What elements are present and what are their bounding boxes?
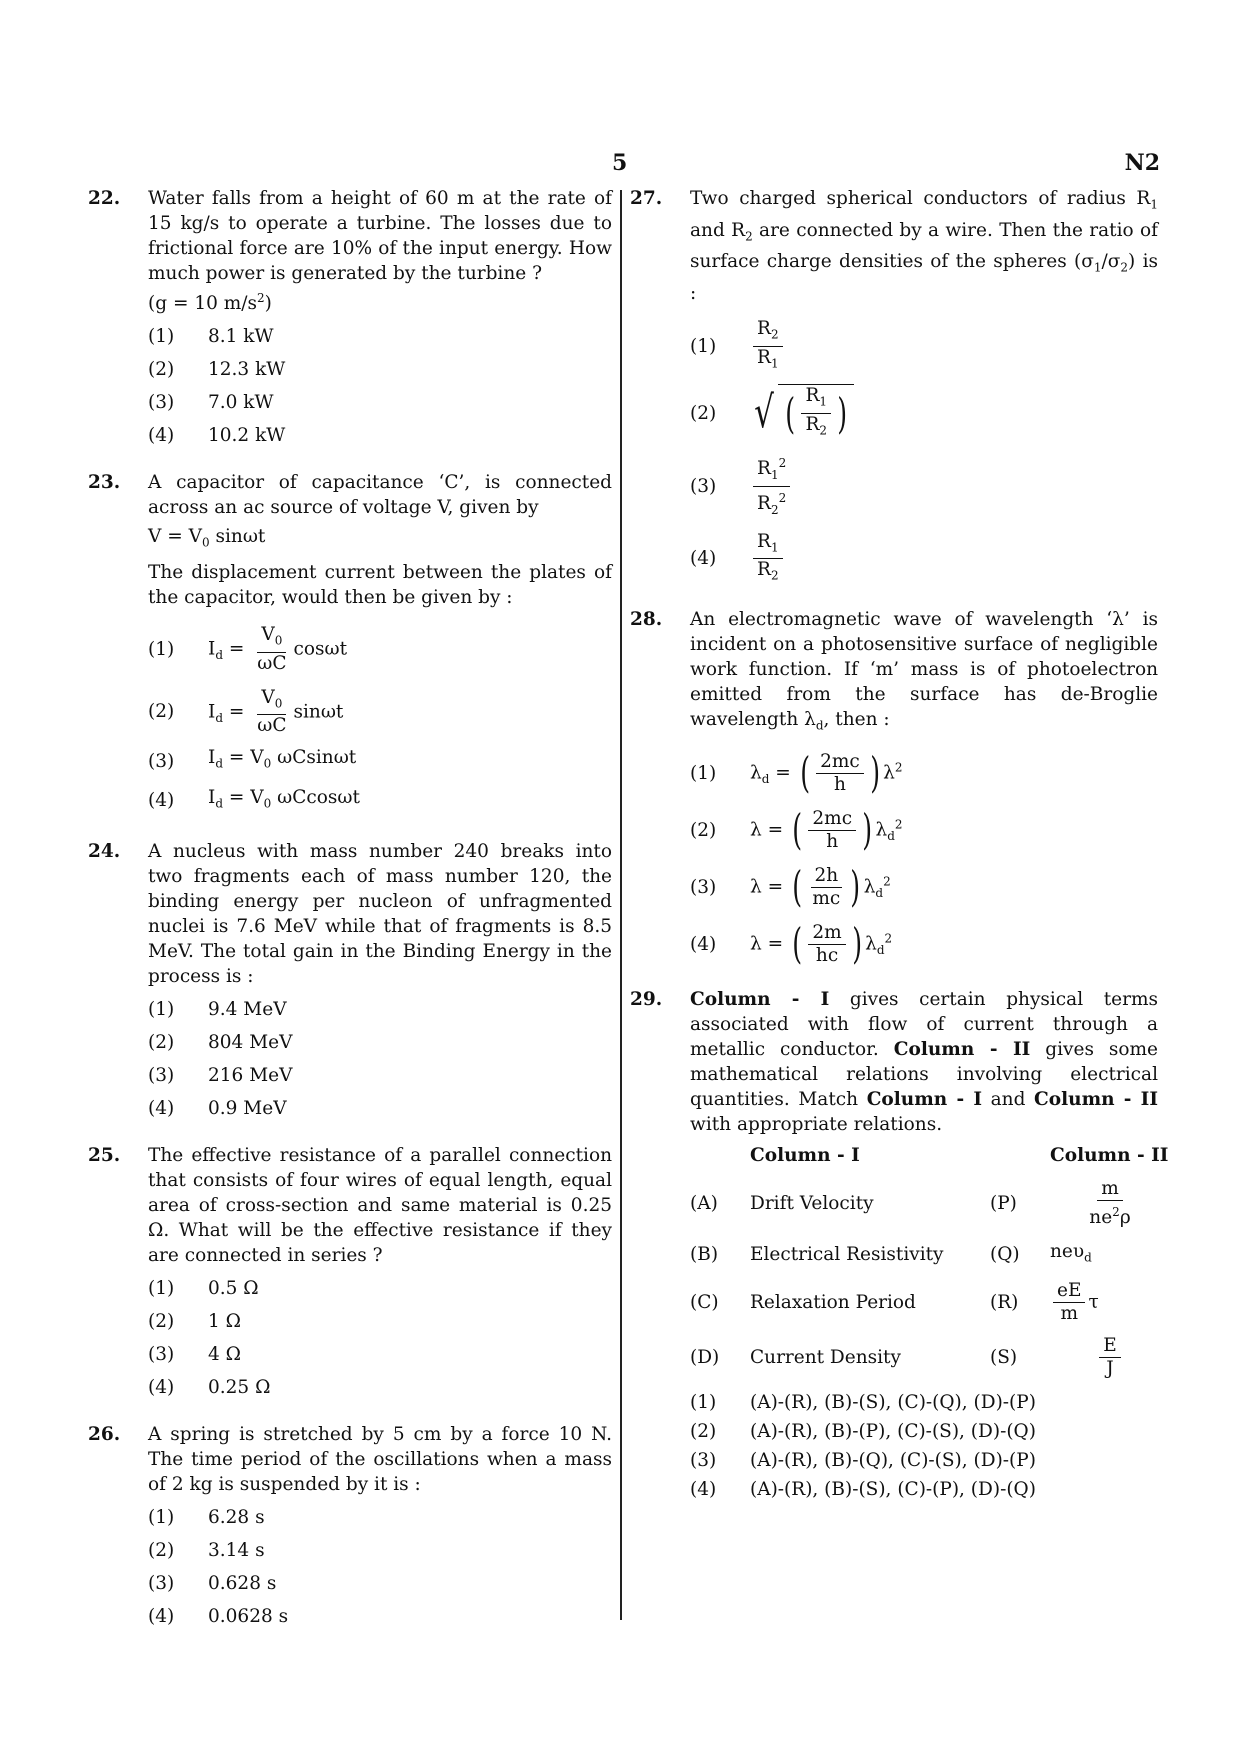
question-text: Column - I gives certain physical terms associated with flow of current through a metallic conductor. Column - II gives some mathematical relations involving electrical quantities. Match Column - I and Column - II with appropriate relations. bbox=[690, 988, 1159, 1135]
question-number: 22. bbox=[88, 188, 121, 209]
term-relaxation: Relaxation Period bbox=[750, 1292, 916, 1314]
option-3[interactable]: (3) 0.628 s bbox=[148, 1572, 277, 1594]
question-25 bbox=[88, 1143, 612, 1400]
option-2[interactable]: (2) $I_d$ = $\frac{V_0}{\omega C}$ sinωt bbox=[148, 686, 344, 737]
option-1[interactable]: (1) 6.28 s bbox=[148, 1506, 265, 1528]
question-number: 27. bbox=[630, 188, 663, 209]
question-number: 23. bbox=[88, 472, 121, 494]
question-text: A capacitor of capacitance ‘C’, is connected across an ac source of voltage V, given by bbox=[148, 472, 612, 519]
paper-code: N2 bbox=[1124, 150, 1160, 176]
option-3[interactable]: (3) λ = ( $\frac{2h}{mc}$ ) $\lambda_d^2$ bbox=[690, 862, 891, 912]
option-2[interactable]: (2) (A)-(R), (B)-(P), (C)-(S), (D)-(Q) bbox=[690, 1421, 1036, 1443]
question-text: Water falls from a height of 60 m at the rate of 15 kg/s to operate a turbine. The losses due to frictional force are 10% of the input energy. How much power is generated by the turbine ? bbox=[148, 188, 612, 284]
question-number: 24. bbox=[88, 840, 121, 862]
match-table: Column - I Column - II (A) Drift Velocity (P) $\frac{m}{ne^2\rho}$ (B) Electrical Resistivity (Q) neυ$_d$ (C) Relaxation Period (R) $\frac{eE}{m}$ τ (D) Current Density (S) $\frac{E}{J}$ bbox=[690, 1144, 1169, 1380]
question-27 bbox=[630, 186, 1158, 587]
question-22 bbox=[88, 186, 612, 448]
question-number: 29. bbox=[630, 988, 663, 1010]
question-24 bbox=[88, 839, 612, 1121]
question-text: Two charged spherical conductors of radius $R_1$ and $R_2$ are connected by a wire. Then the ratio of surface charge densities of the spheres $(\sigma_1/\sigma_2)$ is : bbox=[690, 188, 1159, 305]
relation-p: $\frac{m}{ne^2\rho}$ bbox=[1089, 1177, 1131, 1228]
term-current-density: Current Density bbox=[750, 1347, 901, 1369]
option-1[interactable]: (1) (A)-(R), (B)-(S), (C)-(Q), (D)-(P) bbox=[690, 1392, 1036, 1414]
option-3[interactable]: (3) 7.0 kW bbox=[148, 392, 274, 414]
option-4[interactable]: (4) (A)-(R), (B)-(S), (C)-(P), (D)-(Q) bbox=[690, 1479, 1036, 1501]
option-3[interactable]: (3) 4 Ω bbox=[148, 1343, 241, 1365]
term-resistivity: Electrical Resistivity bbox=[750, 1244, 944, 1266]
question-text: An electromagnetic wave of wavelength ‘λ’ is incident on a photosensitive surface of negligible work function. If ‘m’ mass is of photoelectron emitted from the surface has de-Broglie wavelength $\lambda_d$, then : bbox=[690, 608, 1158, 733]
left-column bbox=[88, 186, 612, 1645]
option-4[interactable]: (4) 10.2 kW bbox=[148, 425, 286, 447]
question-number: 26. bbox=[88, 1423, 121, 1445]
option-2[interactable]: (2) λ = ( $\frac{2mc}{h}$ ) $\lambda_d^2$ bbox=[690, 805, 903, 855]
option-4[interactable]: (4) 0.25 Ω bbox=[148, 1376, 271, 1398]
option-1[interactable]: (1) $\frac{R_2}{R_1}$ bbox=[690, 318, 1158, 374]
option-2[interactable]: (2) √ ( $\frac{R_1}{R_2}$ ) bbox=[690, 384, 1158, 441]
relation-q: neυ$_d$ bbox=[1050, 1240, 1092, 1265]
option-4[interactable]: (4) 0.9 MeV bbox=[148, 1097, 287, 1119]
question-number: 25. bbox=[88, 1144, 121, 1166]
column-divider bbox=[620, 190, 622, 1620]
option-1[interactable]: (1) 8.1 kW bbox=[148, 326, 274, 348]
page-number: 5 bbox=[612, 150, 628, 176]
column-ii-header: Column - II bbox=[1050, 1144, 1169, 1166]
question-text-2: The displacement current between the plates of the capacitor, would then be given by : bbox=[148, 561, 612, 608]
option-1[interactable]: (1) 9.4 MeV bbox=[148, 998, 287, 1020]
option-2[interactable]: (2) 12.3 kW bbox=[148, 359, 286, 381]
question-23 bbox=[88, 470, 612, 816]
option-1[interactable]: (1) $\lambda_d$ = ( $\frac{2mc}{h}$ ) $\lambda^2$ bbox=[690, 748, 903, 798]
option-1[interactable]: (1) $I_d$ = $\frac{V_0}{\omega C}$ cosωt bbox=[148, 623, 348, 674]
option-3[interactable]: (3) (A)-(R), (B)-(Q), (C)-(S), (D)-(P) bbox=[690, 1450, 1036, 1472]
option-2[interactable]: (2) 1 Ω bbox=[148, 1310, 241, 1332]
question-28 bbox=[630, 607, 1158, 967]
term-drift-velocity: Drift Velocity bbox=[750, 1192, 874, 1214]
question-26 bbox=[88, 1422, 612, 1629]
option-3[interactable]: (3) $I_d = V_0$ ωCsinωt bbox=[148, 747, 357, 772]
relation-r: $\frac{eE}{m}$ τ bbox=[1050, 1280, 1170, 1325]
question-text: A spring is stretched by 5 cm by a force 10 N. The time period of the oscillations when a mass of 2 kg is suspended by it is : bbox=[148, 1423, 612, 1495]
question-text: A nucleus with mass number 240 breaks into two fragments each of mass number 120, the binding energy per nucleon of unfragmented nuclei is 7.6 MeV while that of fragments is 8.5 MeV. The total gain in the Binding Energy in the process is : bbox=[148, 840, 612, 987]
option-2[interactable]: (2) 3.14 s bbox=[148, 1539, 265, 1561]
option-4[interactable]: (4) $I_d = V_0$ ωCcosωt bbox=[148, 786, 360, 812]
option-4[interactable]: (4) $\frac{R_1}{R_2}$ bbox=[690, 531, 1158, 587]
right-column bbox=[630, 186, 1169, 1518]
option-2[interactable]: (2) 804 MeV bbox=[148, 1031, 293, 1053]
relation-s: $\frac{E}{J}$ bbox=[1053, 1335, 1167, 1380]
question-29 bbox=[630, 987, 1169, 1503]
question-text: The effective resistance of a parallel connection that consists of four wires of equal length, equal area of cross-section and same material is 0.25 Ω. What will be the effective resistance if they are connected in series ? bbox=[148, 1144, 612, 1266]
option-4[interactable]: (4) λ = ( $\frac{2m}{hc}$ ) $\lambda_d^2$ bbox=[690, 919, 893, 969]
option-3[interactable]: (3) 216 MeV bbox=[148, 1064, 293, 1086]
option-3[interactable]: (3) $\frac{R_1^2}{R_2^2}$ bbox=[690, 452, 1158, 521]
option-4[interactable]: (4) 0.0628 s bbox=[148, 1605, 289, 1627]
given-gravity: (g = 10 $m/s^2$) bbox=[148, 291, 272, 315]
question-number: 28. bbox=[630, 608, 663, 630]
option-1[interactable]: (1) 0.5 Ω bbox=[148, 1277, 259, 1299]
column-i-header: Column - I bbox=[750, 1144, 860, 1166]
voltage-equation: $V = V_0$ sinωt bbox=[148, 526, 266, 550]
